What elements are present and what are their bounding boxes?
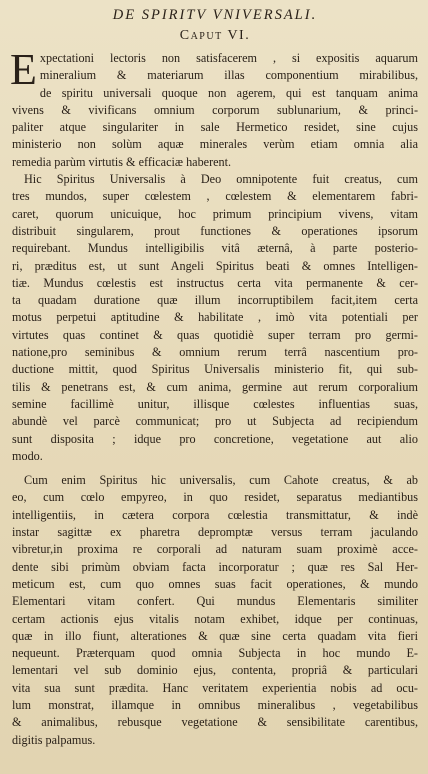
text-line: tilis & penetrans est, & cum anima, germine aut rerum corporalium [12, 379, 418, 394]
text-line: requirebant. Mundus intelligibilis vitâ æternâ, à parte posterio- [12, 241, 418, 256]
text-line: de spiritu universali quoque non agerem, qui est tanquam anima [39, 85, 418, 100]
text-line: natione,pro seminibus & omnium rerum terrâ nascentium pro- [12, 345, 418, 360]
text-line: Cum enim Spiritus hic universalis, cum Cahote creatus, & ab [24, 473, 418, 488]
text-line: dente sibi primùm obviam facta incorporatur ; quæ res Sal Her- [12, 559, 418, 574]
text-line: tres mundos, super cœlestem , cœlestem & elementarem fabri- [12, 189, 418, 204]
paragraph-3 [12, 472, 418, 749]
chapter-heading: Caput VI. [179, 28, 251, 43]
text-line: remedia parùm virtutis & efficaciæ haberent. [12, 154, 232, 169]
paragraph-2 [12, 171, 418, 465]
text-line: quæ in illo fiunt, alterationes & quæ sine certa quadam vita fieri [12, 628, 418, 643]
text-line: abundè vel parcè communicat; pro ut Subjecta ad recipiendum [12, 414, 418, 429]
text-line: instar sagittæ ex pharetra depromptæ versus terram jaculando [12, 525, 418, 540]
text-line: certam actionis ejus vitalis notam exhibet, idque per continuas, [12, 611, 418, 626]
drop-cap: E [10, 45, 37, 94]
text-line: ta quadam duratione quæ illum incorruptibilem facit,item certa [12, 293, 418, 308]
text-line: ministerio non solùm aquæ minerales verùm etiam omnia alia [12, 137, 418, 152]
text-line: meticum est, cum quo omnes suas facit operationes, & mundo [12, 576, 418, 591]
text-line: sunt disposita ; idque pro concretione, vegetatione aut alio [12, 431, 418, 446]
text-line: motus perpetui aptitudine & habilitate , imò vita potentiali per [12, 310, 418, 325]
text-line: digitis palpamus. [12, 732, 96, 747]
text-line: paliter atque singulariter in sale Hermetico residet, sine cujus [12, 120, 418, 135]
text-line: xpectationi lectoris non satisfacerem , si expositis aquarum [39, 51, 418, 65]
text-line: vita sua sunt prædita. Hanc veritatem experientia nobis ad ocu- [12, 680, 418, 695]
text-line: vibretur,in proxima re corporali ad naturam suam proximè acce- [12, 542, 418, 557]
text-line: modo. [12, 448, 43, 463]
text-line: ductione mittit, quod Spiritus Universalis ministerio fit, qui sub- [12, 362, 418, 377]
text-line: semine facillimè unitur, illisque cœlestes influentias suas, [12, 396, 418, 411]
text-line: lum monstrat, illamque in omnibus mineralibus , vegetabilibus [12, 697, 418, 712]
text-line: tiæ. Mundus cœlestis est instructus certa vita permanente & cer- [12, 275, 418, 290]
running-head: DE SPIRITV VNIVERSALI. [112, 7, 318, 23]
text-line: intelligentiis, in cætera corpora cœlestia transmittatur, & indè [12, 507, 418, 522]
text-line: mineralium & materiarum illas componentium mirabilibus, [39, 68, 418, 83]
text-line: ri, præditus est, ut sunt Angeli Spiritus beati & omnes Intelligen- [12, 258, 418, 273]
text-line: lementari vel sub dominio ejus, contenta, propriâ & particulari [12, 663, 418, 678]
text-line: vivens & vivificans omnium corporum sublunarium, & princi- [12, 102, 418, 117]
text-line: distribuit singularem, prout functiones & operationes ipsorum [12, 223, 418, 238]
text-line: Elementari vitam confert. Qui mundus Elementaris similiter [12, 594, 418, 609]
text-line: virtutes quas continet & quas quotidiè super terram pro germi- [12, 327, 418, 342]
text-line: eo, cum cœlo empyreo, in quo residet, separatus mediantibus [12, 490, 418, 505]
text-line: & animalibus, rebusque vegetatione & sensibilitate carentibus, [12, 715, 418, 730]
text-line: Hic Spiritus Universalis à Deo omnipotente fuit creatus, cum [24, 172, 418, 187]
text-line: nequeunt. Præterquam quod omnia Subjecta in hoc mundo E- [12, 646, 418, 661]
paragraph-gap [12, 465, 418, 472]
paragraph-1 [10, 45, 418, 171]
text-line: caret, quorum unicuique, hoc primum principium vivens, vitam [12, 206, 418, 221]
